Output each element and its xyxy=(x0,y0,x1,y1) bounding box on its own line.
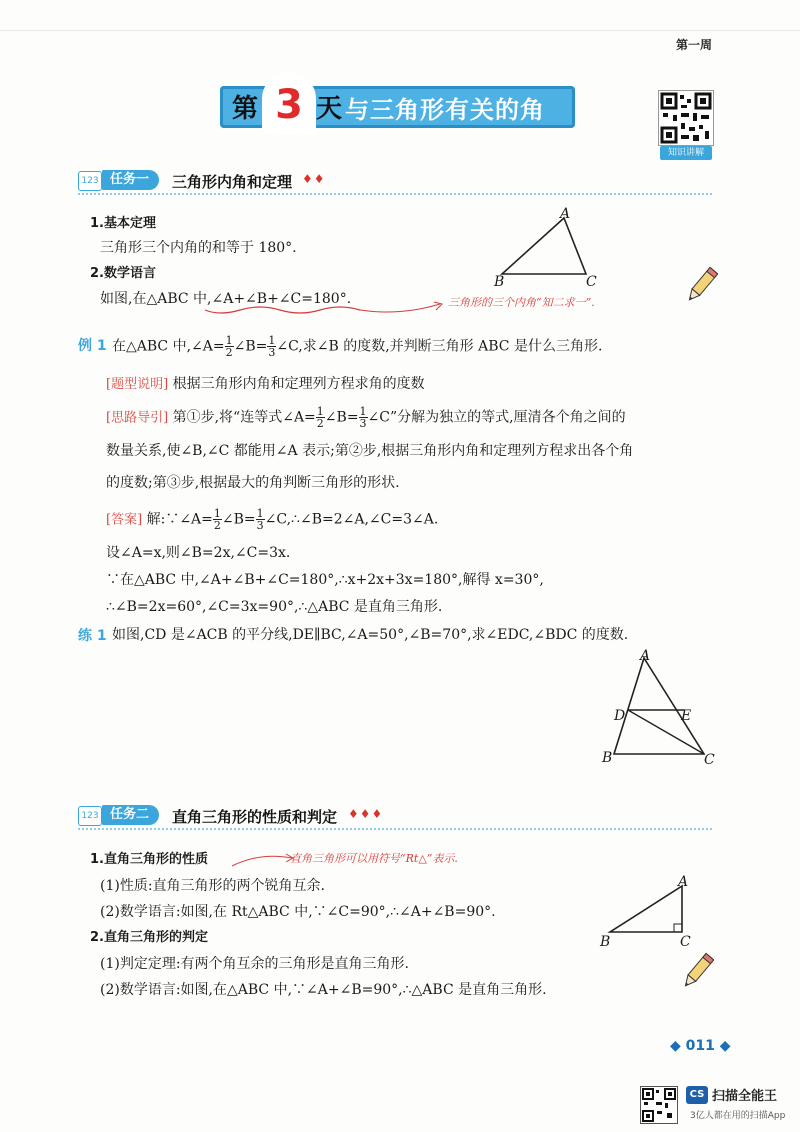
math-statement: 如图,在△ABC 中,∠A+∠B+∠C=180°. xyxy=(100,291,352,307)
vertex-label: A xyxy=(678,874,689,890)
task2-label: 任务二 xyxy=(102,805,159,825)
vertex-label: C xyxy=(704,752,715,768)
app-tagline: 3亿人都在用的扫描App xyxy=(690,1111,786,1121)
difficulty-icon: ♦♦ xyxy=(302,172,326,186)
vertex-label: D xyxy=(614,708,626,724)
qr-caption: 知识讲解 xyxy=(660,146,712,160)
fraction: $\frac{1}{3}$ xyxy=(256,507,264,532)
criterion-text: (1)判定定理:有两个角互余的三角形是直角三角形. xyxy=(100,956,409,972)
fraction: $\frac{1}{2}$ xyxy=(225,334,233,359)
header-rule xyxy=(0,30,800,31)
vertex-label: E xyxy=(681,708,692,724)
task-icon: 123 xyxy=(78,806,102,826)
week-label: 第一周 xyxy=(675,38,712,52)
task-icon: 123 xyxy=(78,171,102,191)
banner-day-number: 3 xyxy=(262,72,316,134)
example-question: 在△ABC 中,∠A= $\frac{1}{2}$ ∠B= $\frac{1}{3}$ ∠C,求∠B 的度数,并判断三角形 ABC 是什么三角形. xyxy=(112,334,603,359)
example-label: 例 1 xyxy=(78,338,107,354)
fraction: $\frac{1}{3}$ xyxy=(359,405,367,430)
answer-line: ∵在△ABC 中,∠A+∠B+∠C=180°,∴x+2x+3x=180°,解得 x=30°, xyxy=(106,572,544,588)
banner-day-suffix: 天 xyxy=(316,94,343,124)
vertex-label: A xyxy=(560,206,571,222)
section-heading: 2.数学语言 xyxy=(90,266,156,281)
section-heading: 1.基本定理 xyxy=(90,216,156,231)
difficulty-icon: ♦♦♦ xyxy=(348,807,384,821)
fraction: $\frac{1}{2}$ xyxy=(316,405,324,430)
qr-code[interactable] xyxy=(658,90,714,146)
answer-line: ∴∠B=2x=60°,∠C=3x=90°,∴△ABC 是直角三角形. xyxy=(106,599,443,615)
task1-title: 三角形内角和定理 xyxy=(172,173,293,191)
app-name: 扫描全能王 xyxy=(712,1089,778,1104)
section-divider xyxy=(78,828,712,830)
section-heading: 2.直角三角形的判定 xyxy=(90,930,208,945)
section-divider xyxy=(78,193,712,195)
handwritten-note: 三角形的三个内角“知二求一”. xyxy=(448,296,595,309)
fraction: $\frac{1}{3}$ xyxy=(268,334,276,359)
footer-qr-code xyxy=(640,1086,678,1124)
task1-label: 任务一 xyxy=(102,170,159,190)
pencil-icon xyxy=(684,266,718,306)
vertex-label: C xyxy=(680,934,691,950)
underline-annotation xyxy=(200,300,460,320)
vertex-label: C xyxy=(586,274,597,290)
handwritten-note: 直角三角形可以用符号“Rt△”表示. xyxy=(290,852,458,865)
camscanner-logo: CS xyxy=(686,1086,708,1104)
theorem-text: 三角形三个内角的和等于 180°. xyxy=(100,240,297,256)
pencil-icon xyxy=(680,952,714,992)
banner-day-prefix: 第 xyxy=(232,94,259,124)
page-number: ◆ 011 ◆ xyxy=(670,1038,731,1054)
section-heading: 1.直角三角形的性质 xyxy=(90,852,208,867)
answer-line: 设∠A=x,则∠B=2x,∠C=3x. xyxy=(106,545,291,561)
hint-line: [思路导引] 第①步,将“连等式∠A= $\frac{1}{2}$ ∠B= $\frac{1}{3}$ ∠C”分解为独立的等式,厘清各个角之间的 xyxy=(106,405,626,430)
vertex-label: B xyxy=(600,934,611,950)
banner-title: 与三角形有关的角 xyxy=(345,96,545,124)
answer-line: [答案] 解:∵∠A= $\frac{1}{2}$ ∠B= $\frac{1}{3}$ ∠C,∴∠B=2∠A,∠C=3∠A. xyxy=(106,507,439,532)
math-statement: (2)数学语言:如图,在 Rt△ABC 中,∵∠C=90°,∴∠A+∠B=90°. xyxy=(100,904,496,920)
hint-line: 的度数;第③步,根据最大的角判断三角形的形状. xyxy=(106,475,400,491)
vertex-label: B xyxy=(494,274,505,290)
type-explanation: [题型说明] 根据三角形内角和定理列方程求角的度数 xyxy=(106,376,425,392)
hint-line: 数量关系,使∠B,∠C 都能用∠A 表示;第②步,根据三角形内角和定理列方程求出各个角 xyxy=(106,443,634,459)
task2-title: 直角三角形的性质和判定 xyxy=(172,808,338,826)
practice-label: 练 1 xyxy=(78,628,107,644)
vertex-label: B xyxy=(602,750,613,766)
math-statement: (2)数学语言:如图,在△ABC 中,∵∠A+∠B=90°,∴△ABC 是直角三角形. xyxy=(100,982,547,998)
property-text: (1)性质:直角三角形的两个锐角互余. xyxy=(100,878,325,894)
practice-question: 如图,CD 是∠ACB 的平分线,DE∥BC,∠A=50°,∠B=70°,求∠EDC,∠BDC 的度数. xyxy=(112,627,629,643)
vertex-label: A xyxy=(640,648,651,664)
fraction: $\frac{1}{2}$ xyxy=(213,507,221,532)
